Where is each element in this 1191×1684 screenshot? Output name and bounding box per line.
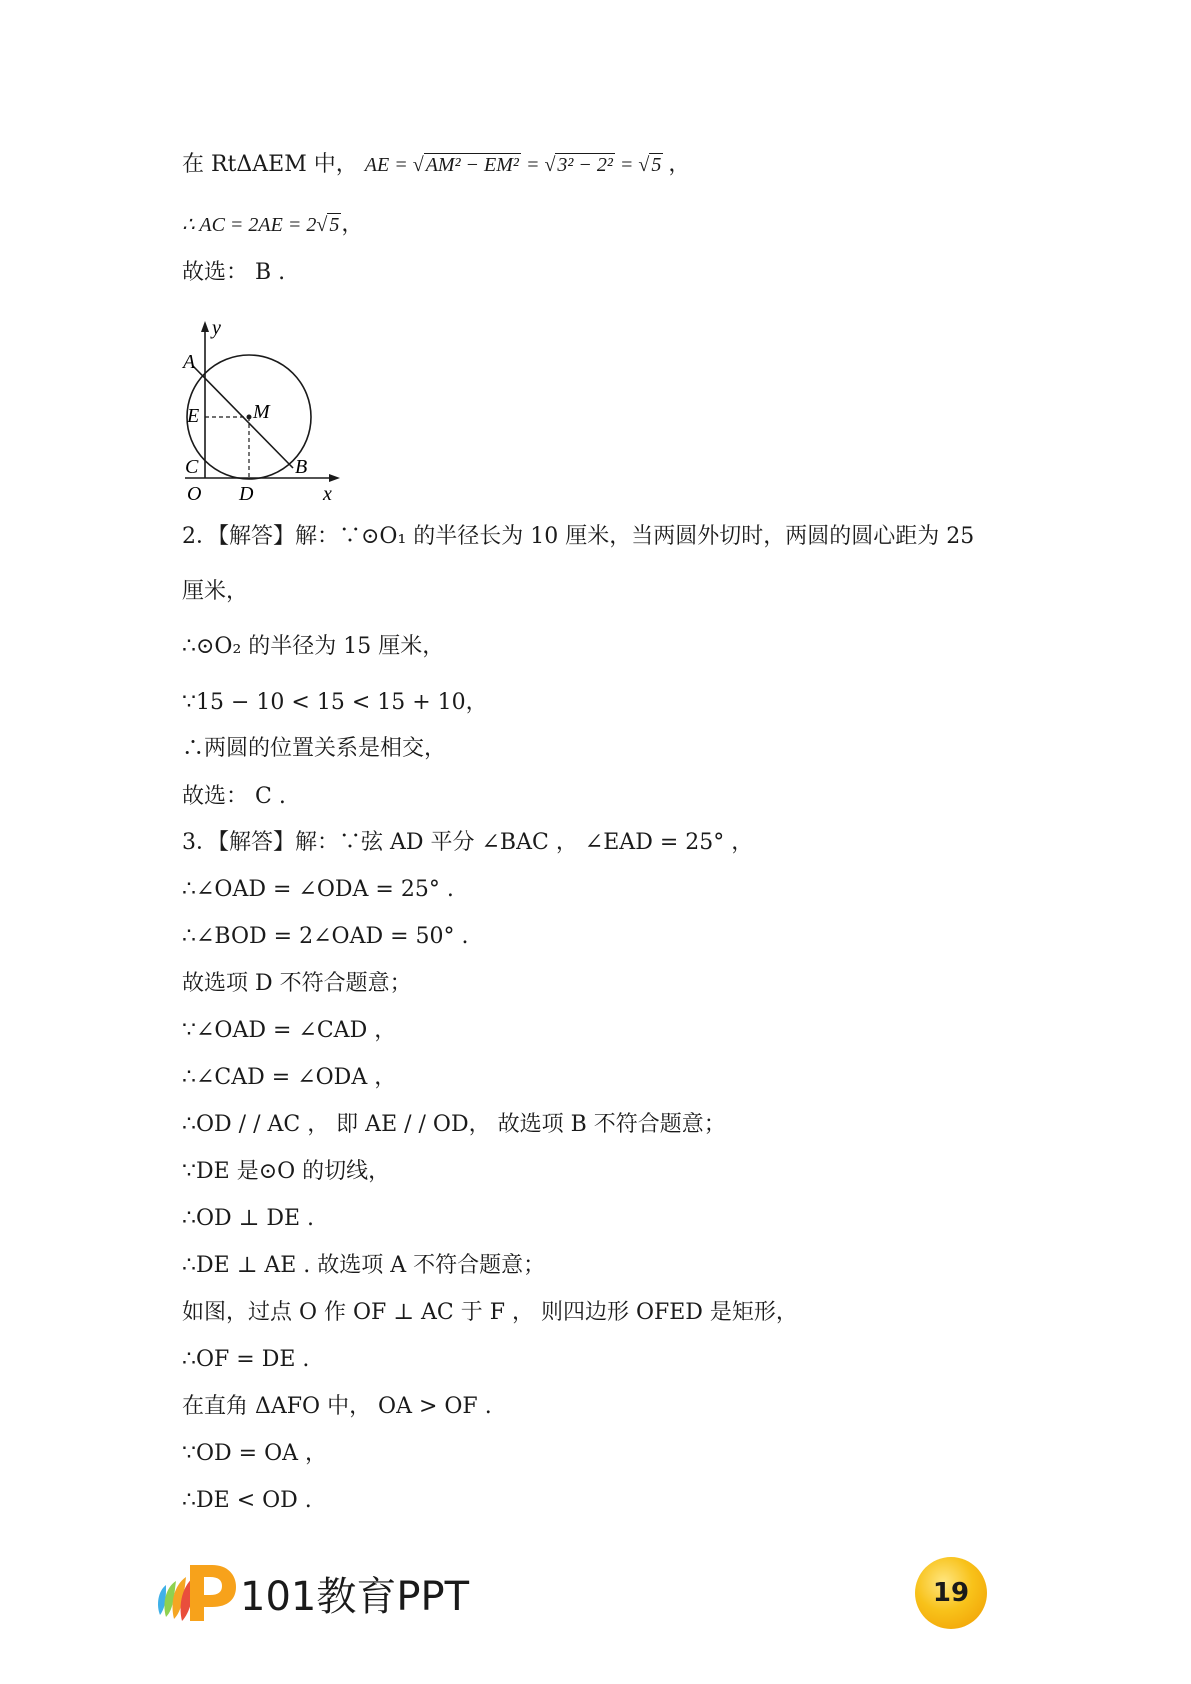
label-y: y	[212, 318, 221, 339]
label-e: E	[187, 405, 200, 427]
text-line-23: ∵OD = OA ，	[182, 1441, 328, 1466]
brand-logo-text: 101教育PPT	[240, 1574, 470, 1620]
text-line-2: ∴ AC = 2AE = 2√ 5，	[182, 212, 364, 237]
text-line-11: ∴∠OAD = ∠ODA = 25° .	[182, 877, 454, 902]
text-line-14: ∵∠OAD = ∠CAD ，	[182, 1018, 397, 1043]
line-1-math: AE = √ AM² − EM² = √ 3² − 2² = √ 5	[364, 154, 662, 176]
label-b: B	[295, 456, 308, 478]
point-m	[247, 415, 252, 420]
circle-coordinate-figure	[175, 318, 345, 508]
text-line-3: 故选： B .	[182, 260, 286, 285]
line-1-prefix: 在 RtΔAEM 中，	[182, 152, 358, 177]
sqrt-1: AM² − EM²	[425, 154, 519, 176]
text-line-6: ∴⊙O₂ 的半径为 15 厘米，	[182, 634, 445, 659]
text-line-13: 故选项 D 不符合题意；	[182, 971, 412, 996]
text-line-24: ∴DE < OD .	[182, 1488, 312, 1513]
text-line-17: ∵DE 是⊙O 的切线，	[182, 1159, 391, 1184]
sqrt-3: 5	[651, 154, 662, 176]
label-x: x	[323, 483, 332, 505]
text-line-12: ∴∠BOD = 2∠OAD = 50° .	[182, 924, 469, 949]
text-line-20: 如图，过点 O 作 OF ⊥ AC 于 F ， 则四边形 OFED 是矩形，	[182, 1300, 798, 1325]
sqrt-2: 3² − 2²	[557, 154, 613, 176]
label-o: O	[187, 483, 202, 505]
text-line-10: 3．【解答】解：∵弦 AD 平分 ∠BAC ， ∠EAD = 25° ，	[182, 830, 754, 855]
label-m: M	[253, 401, 270, 423]
text-line-19: ∴DE ⊥ AE . 故选项 A 不符合题意；	[182, 1253, 546, 1278]
text-line-21: ∴OF = DE .	[182, 1347, 310, 1372]
text-line-16: ∴OD / / AC ， 即 AE / / OD， 故选项 B 不符合题意；	[182, 1112, 726, 1137]
page-number-badge: 19	[915, 1557, 987, 1629]
text-line-22: 在直角 ΔAFO 中， OA > OF .	[182, 1394, 492, 1419]
text-line-7: ∵15 − 10 < 15 < 15 + 10，	[182, 690, 488, 715]
x-axis-arrow-icon	[329, 474, 340, 482]
label-a: A	[183, 351, 196, 373]
label-c: C	[185, 456, 199, 478]
text-line-1: 在 RtΔAEM 中， AE = √ AM² − EM² = √ 3² − 2² = √ 5 ，	[182, 152, 691, 177]
text-line-4: 2．【解答】解：∵⊙O₁ 的半径长为 10 厘米，当两圆外切时，两圆的圆心距为 25	[182, 524, 975, 549]
text-line-8: ∴两圆的位置关系是相交，	[182, 736, 447, 761]
text-line-9: 故选： C .	[182, 784, 286, 809]
text-line-18: ∴OD ⊥ DE .	[182, 1206, 315, 1231]
text-line-15: ∴∠CAD = ∠ODA ，	[182, 1065, 397, 1090]
sqrt-4: 5	[329, 214, 340, 236]
text-line-5: 厘米，	[182, 579, 249, 604]
y-axis-arrow-icon	[201, 321, 209, 332]
label-d: D	[239, 483, 254, 505]
